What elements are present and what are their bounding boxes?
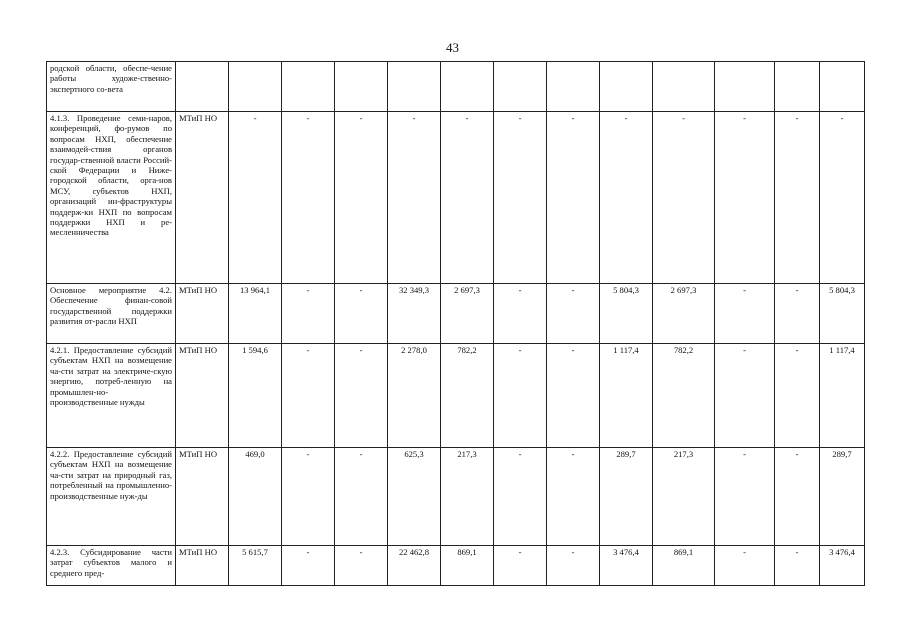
value-cell: -: [715, 344, 775, 448]
executor-cell: МТиП НО: [176, 448, 229, 546]
value-cell: 869,1: [441, 546, 494, 586]
value-cell: 1 117,4: [820, 344, 865, 448]
value-cell: 5 804,3: [820, 284, 865, 344]
value-cell: -: [715, 112, 775, 284]
table-row: [47, 344, 865, 448]
value-cell: -: [282, 112, 335, 284]
value-cell: -: [775, 448, 820, 546]
value-cell: -: [547, 546, 600, 586]
value-cell: -: [494, 284, 547, 344]
value-cell: -: [388, 112, 441, 284]
table-row: [47, 284, 865, 344]
value-cell: -: [335, 344, 388, 448]
value-cell: 2 278,0: [388, 344, 441, 448]
value-cell: 469,0: [229, 448, 282, 546]
value-cell: 217,3: [441, 448, 494, 546]
value-cell: -: [282, 284, 335, 344]
value-cell: -: [775, 344, 820, 448]
value-cell: -: [820, 112, 865, 284]
value-cell: -: [494, 344, 547, 448]
value-cell: -: [775, 284, 820, 344]
value-cell: -: [229, 112, 282, 284]
value-cell: 22 462,8: [388, 546, 441, 586]
value-cell: -: [653, 112, 715, 284]
activity-description: 4.2.3. Субсидирование части затрат субъектов малого и среднего пред-: [47, 546, 176, 586]
value-cell: [715, 62, 775, 112]
table-row: [47, 112, 865, 284]
value-cell: -: [715, 546, 775, 586]
value-cell: [335, 62, 388, 112]
value-cell: -: [282, 546, 335, 586]
value-cell: -: [547, 448, 600, 546]
value-cell: [775, 62, 820, 112]
value-cell: -: [715, 448, 775, 546]
value-cell: -: [335, 284, 388, 344]
value-cell: 782,2: [653, 344, 715, 448]
value-cell: 1 117,4: [600, 344, 653, 448]
page-number: 43: [446, 40, 459, 55]
value-cell: [229, 62, 282, 112]
value-cell: 1 594,6: [229, 344, 282, 448]
value-cell: -: [547, 344, 600, 448]
value-cell: [441, 62, 494, 112]
value-cell: 869,1: [653, 546, 715, 586]
value-cell: [282, 62, 335, 112]
value-cell: [600, 62, 653, 112]
value-cell: 5 615,7: [229, 546, 282, 586]
value-cell: 3 476,4: [600, 546, 653, 586]
budget-table: [46, 61, 865, 586]
value-cell: -: [775, 546, 820, 586]
value-cell: -: [547, 112, 600, 284]
value-cell: -: [494, 448, 547, 546]
value-cell: 32 349,3: [388, 284, 441, 344]
table-row: [47, 546, 865, 586]
value-cell: [820, 62, 865, 112]
executor-cell: [176, 62, 229, 112]
table-row: [47, 62, 865, 112]
table-row: [47, 448, 865, 546]
value-cell: 5 804,3: [600, 284, 653, 344]
value-cell: 2 697,3: [441, 284, 494, 344]
executor-cell: МТиП НО: [176, 284, 229, 344]
activity-description: 4.2.1. Предоставление субсидий субъектам НХП на возмещение ча-сти затрат на электриче-скую энергию, потреб-ленную на промышлен-но-производственные нужды: [47, 344, 176, 448]
value-cell: [388, 62, 441, 112]
value-cell: -: [547, 284, 600, 344]
value-cell: -: [335, 112, 388, 284]
value-cell: 217,3: [653, 448, 715, 546]
value-cell: -: [441, 112, 494, 284]
executor-cell: МТиП НО: [176, 112, 229, 284]
value-cell: -: [494, 112, 547, 284]
value-cell: -: [282, 344, 335, 448]
value-cell: [547, 62, 600, 112]
value-cell: -: [775, 112, 820, 284]
value-cell: 289,7: [820, 448, 865, 546]
value-cell: -: [600, 112, 653, 284]
value-cell: [653, 62, 715, 112]
executor-cell: МТиП НО: [176, 546, 229, 586]
value-cell: 289,7: [600, 448, 653, 546]
value-cell: -: [335, 546, 388, 586]
activity-description: Основное мероприятие 4.2. Обеспечение финан-совой государственной поддержки развития от-расли НХП: [47, 284, 176, 344]
value-cell: 3 476,4: [820, 546, 865, 586]
value-cell: 625,3: [388, 448, 441, 546]
activity-description: 4.2.2. Предоставление субсидий субъектам НХП на возмещение ча-сти затрат на природный газ, потребленный на промышленно-производственные нуж-ды: [47, 448, 176, 546]
executor-cell: МТиП НО: [176, 344, 229, 448]
value-cell: [494, 62, 547, 112]
activity-description: родской области, обеспе-чение работы художе-ственно-экспертного со-вета: [47, 62, 176, 112]
activity-description: 4.1.3. Проведение семи-наров, конференций, фо-румов по вопросам НХП, обеспечение взаимодей-ствия органов государ-ственной власти Россий-ской Федерации и Нижe-городской области, орга-нов МСУ, субъектов НХП, организаций ин-фраструктуры поддерж-ки НХП по вопросам поддержки НХП и ре-месленничества: [47, 112, 176, 284]
value-cell: 13 964,1: [229, 284, 282, 344]
value-cell: -: [282, 448, 335, 546]
value-cell: -: [715, 284, 775, 344]
value-cell: -: [335, 448, 388, 546]
value-cell: -: [494, 546, 547, 586]
value-cell: 782,2: [441, 344, 494, 448]
value-cell: 2 697,3: [653, 284, 715, 344]
